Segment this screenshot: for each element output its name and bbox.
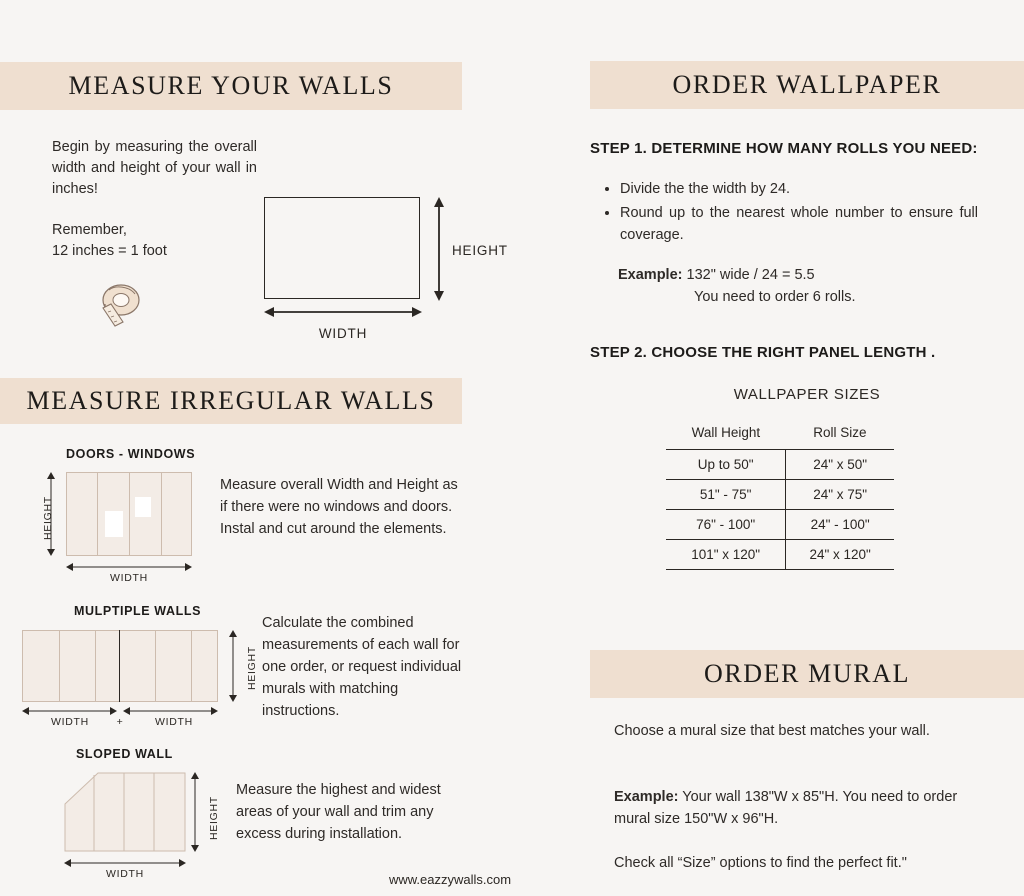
multi-plus-sign: + — [116, 716, 124, 728]
column-header-wall-height: Wall Height — [666, 418, 786, 450]
doors-windows-diagram — [66, 472, 192, 556]
doors-width-label: WIDTH — [110, 572, 148, 584]
height-arrow-icon — [432, 197, 446, 301]
example-second-line: You need to order 6 rolls. — [694, 289, 856, 305]
remember-line-2: 12 inches = 1 foot — [52, 243, 167, 259]
banner-measure-irregular-walls-title: MEASURE IRREGULAR WALLS — [26, 386, 436, 415]
step-1-title: STEP 1. DETERMINE HOW MANY ROLLS YOU NEED: — [590, 140, 978, 157]
banner-measure-your-walls — [0, 62, 462, 110]
cell-roll-size: 24" x 75" — [786, 480, 894, 510]
sloped-width-arrow-icon — [64, 858, 186, 868]
banner-measure-irregular-walls — [0, 378, 462, 424]
multiple-walls-description: Calculate the combined measurements of each wall for one order, or request individual murals with matching instructions. — [262, 615, 462, 719]
cell-roll-size: 24" x 50" — [786, 450, 894, 480]
tape-measure-icon — [95, 282, 167, 330]
step-1-bullet: • Round up to the nearest whole number to ensure full coverage. — [620, 202, 978, 246]
mural-example-text: Your wall 138"W x 85"H. You need to order mural size 150"W x 96"H. — [614, 789, 958, 827]
table-row — [666, 510, 894, 540]
cell-wall-height: Up to 50" — [666, 450, 786, 480]
example-label: Example: — [618, 267, 683, 283]
wall-width-label: WIDTH — [318, 326, 368, 341]
mural-example-label: Example: — [614, 789, 679, 805]
multi-height-arrow-icon — [228, 630, 238, 702]
table-header-row — [666, 418, 894, 450]
mural-paragraph-1: Choose a mural size that best matches your wall. — [614, 723, 930, 739]
wallpaper-sizes-caption: WALLPAPER SIZES — [733, 386, 881, 403]
multi-height-label: HEIGHT — [246, 646, 258, 690]
window-shape — [135, 497, 151, 517]
cell-wall-height: 101" x 120" — [666, 540, 786, 570]
column-header-roll-size: Roll Size — [786, 418, 894, 450]
cell-roll-size: 24" - 100" — [786, 510, 894, 540]
width-arrow-icon — [264, 305, 422, 319]
step-2-title: STEP 2. CHOOSE THE RIGHT PANEL LENGTH . — [590, 344, 936, 361]
subtitle-doors-windows: DOORS - WINDOWS — [66, 447, 196, 461]
sloped-wall-diagram — [64, 772, 186, 852]
multi-width-label-1: WIDTH — [51, 716, 89, 728]
subtitle-sloped-wall: SLOPED WALL — [76, 747, 173, 761]
doors-height-label: HEIGHT — [42, 496, 54, 540]
cell-wall-height: 51" - 75" — [666, 480, 786, 510]
banner-order-wallpaper — [590, 61, 1024, 109]
remember-note — [52, 220, 262, 262]
table-row — [666, 540, 894, 570]
door-shape — [105, 511, 123, 537]
mural-paragraph-3: Check all “Size” options to find the perfect fit." — [614, 855, 907, 871]
sloped-height-label: HEIGHT — [208, 796, 220, 840]
remember-line-1: Remember, — [52, 222, 127, 238]
step-1-bullet-list — [598, 178, 978, 248]
footer-website[interactable]: www.eazzywalls.com — [388, 872, 512, 887]
wallpaper-sizes-table — [666, 418, 894, 570]
wall-height-label: HEIGHT — [452, 243, 508, 258]
step-1-example — [618, 264, 978, 308]
doors-windows-description: Measure overall Width and Height as if there were no windows and doors. Instal and cut around the elements. — [220, 477, 458, 537]
table-row — [666, 450, 894, 480]
multi-width-arrows-icon — [22, 706, 218, 716]
mural-paragraph-2 — [614, 786, 982, 830]
doors-width-arrow-icon — [66, 562, 192, 572]
table-row — [666, 480, 894, 510]
subtitle-multiple-walls: MULPTIPLE WALLS — [74, 604, 202, 618]
sloped-wall-description: Measure the highest and widest areas of your wall and trim any excess during installation. — [236, 782, 441, 842]
sloped-height-arrow-icon — [190, 772, 200, 852]
cell-wall-height: 76" - 100" — [666, 510, 786, 540]
step-1-bullet: • Divide the the width by 24. — [620, 178, 978, 200]
banner-order-mural — [590, 650, 1024, 698]
cell-roll-size: 24" x 120" — [786, 540, 894, 570]
banner-order-wallpaper-title: ORDER WALLPAPER — [672, 70, 942, 99]
banner-measure-your-walls-title: MEASURE YOUR WALLS — [68, 71, 394, 100]
banner-order-mural-title: ORDER MURAL — [703, 659, 911, 688]
wall-rectangle-diagram — [264, 197, 420, 299]
example-value: 132" wide / 24 = 5.5 — [686, 267, 815, 283]
multiple-walls-diagram — [22, 630, 218, 702]
sloped-width-label: WIDTH — [106, 868, 144, 880]
intro-paragraph: Begin by measuring the overall width and height of your wall in inches! — [52, 139, 257, 197]
multi-width-label-2: WIDTH — [155, 716, 193, 728]
